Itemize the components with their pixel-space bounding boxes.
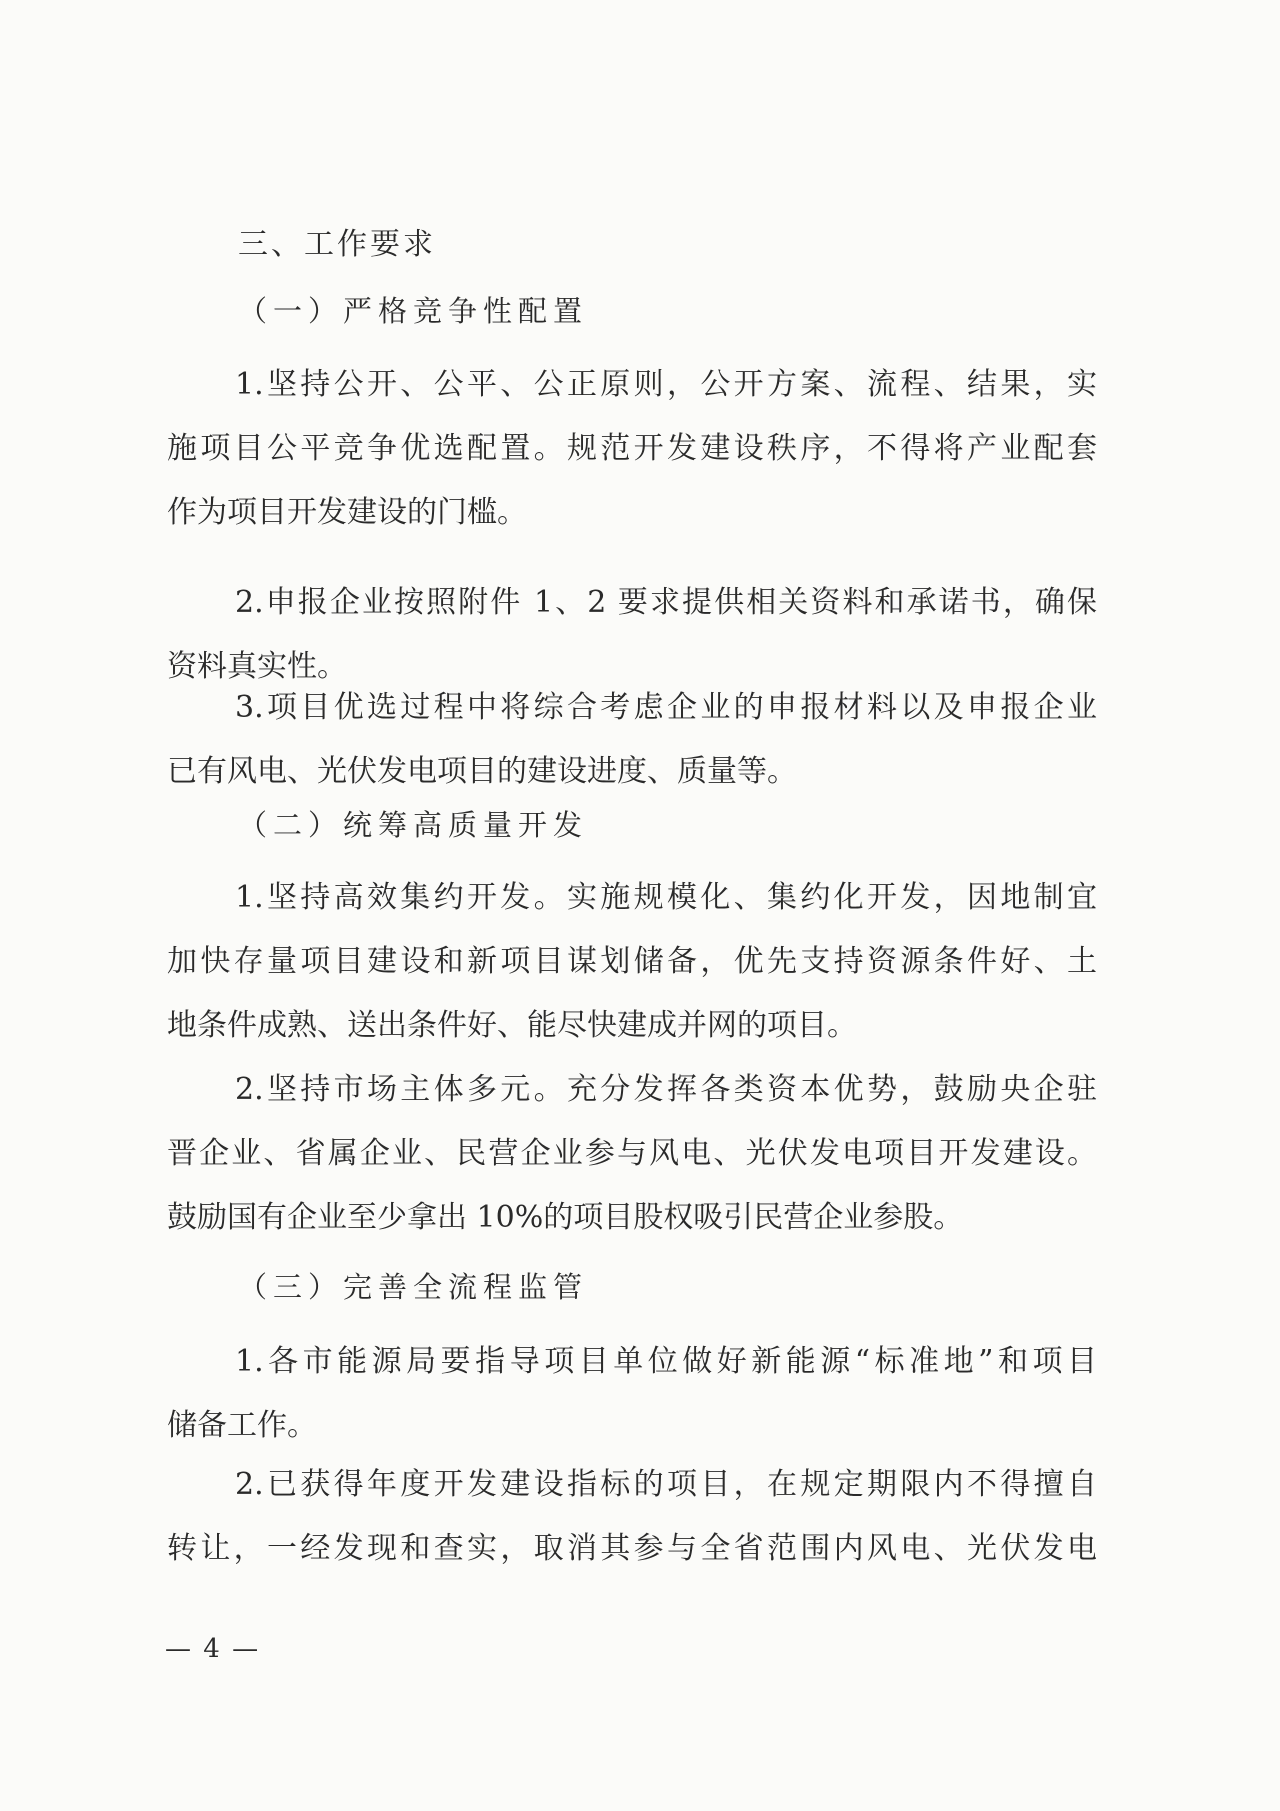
- paragraph-line: 2.已获得年度开发建设指标的项目，在规定期限内不得擅自: [235, 1467, 1097, 1502]
- paragraph-line: 作为项目开发建设的门槛。: [167, 495, 527, 530]
- paragraph-2-1: [167, 866, 1097, 1058]
- paragraph-line: 鼓励国有企业至少拿出 10%的项目股权吸引民营企业参股。: [167, 1200, 964, 1235]
- paragraph-line: 2.坚持市场主体多元。充分发挥各类资本优势，鼓励央企驻: [235, 1072, 1097, 1107]
- paragraph-line: 储备工作。: [167, 1408, 317, 1443]
- paragraph-line: 已有风电、光伏发电项目的建设进度、质量等。: [167, 754, 797, 789]
- subsection-title-2: （二）统筹高质量开发: [238, 808, 589, 842]
- paragraph-line: 1.各市能源局要指导项目单位做好新能源“标准地”和项目: [235, 1344, 1097, 1379]
- subsection-title-3: （三）完善全流程监管: [238, 1270, 589, 1304]
- paragraph-line: 3.项目优选过程中将综合考虑企业的申报材料以及申报企业: [235, 690, 1097, 725]
- paragraph-line: 地条件成熟、送出条件好、能尽快建成并网的项目。: [167, 1008, 857, 1043]
- paragraph-line: 资料真实性。: [167, 649, 347, 684]
- subsection-title-1: （一）严格竞争性配置: [238, 294, 589, 328]
- paragraph-1-3: [167, 676, 1097, 804]
- paragraph-line: 1.坚持高效集约开发。实施规模化、集约化开发，因地制宜: [235, 880, 1097, 915]
- paragraph-line: 1.坚持公开、公平、公正原则，公开方案、流程、结果，实: [235, 367, 1097, 402]
- paragraph-3-1: [167, 1330, 1097, 1458]
- paragraph-1-1: [167, 353, 1097, 545]
- paragraph-3-2: [167, 1453, 1097, 1581]
- page-number: — 4 —: [165, 1634, 261, 1664]
- paragraph-line: 转让，一经发现和查实，取消其参与全省范围内风电、光伏发电: [167, 1531, 1097, 1566]
- paragraph-line: 施项目公平竞争优选配置。规范开发建设秩序，不得将产业配套: [167, 431, 1097, 466]
- section-heading: 三、工作要求: [238, 227, 436, 262]
- paragraph-line: 加快存量项目建设和新项目谋划储备，优先支持资源条件好、土: [167, 944, 1097, 979]
- paragraph-line: 晋企业、省属企业、民营企业参与风电、光伏发电项目开发建设。: [167, 1136, 1097, 1171]
- paragraph-2-2: [167, 1058, 1097, 1250]
- paragraph-line: 2.申报企业按照附件 1、2 要求提供相关资料和承诺书，确保: [235, 585, 1097, 620]
